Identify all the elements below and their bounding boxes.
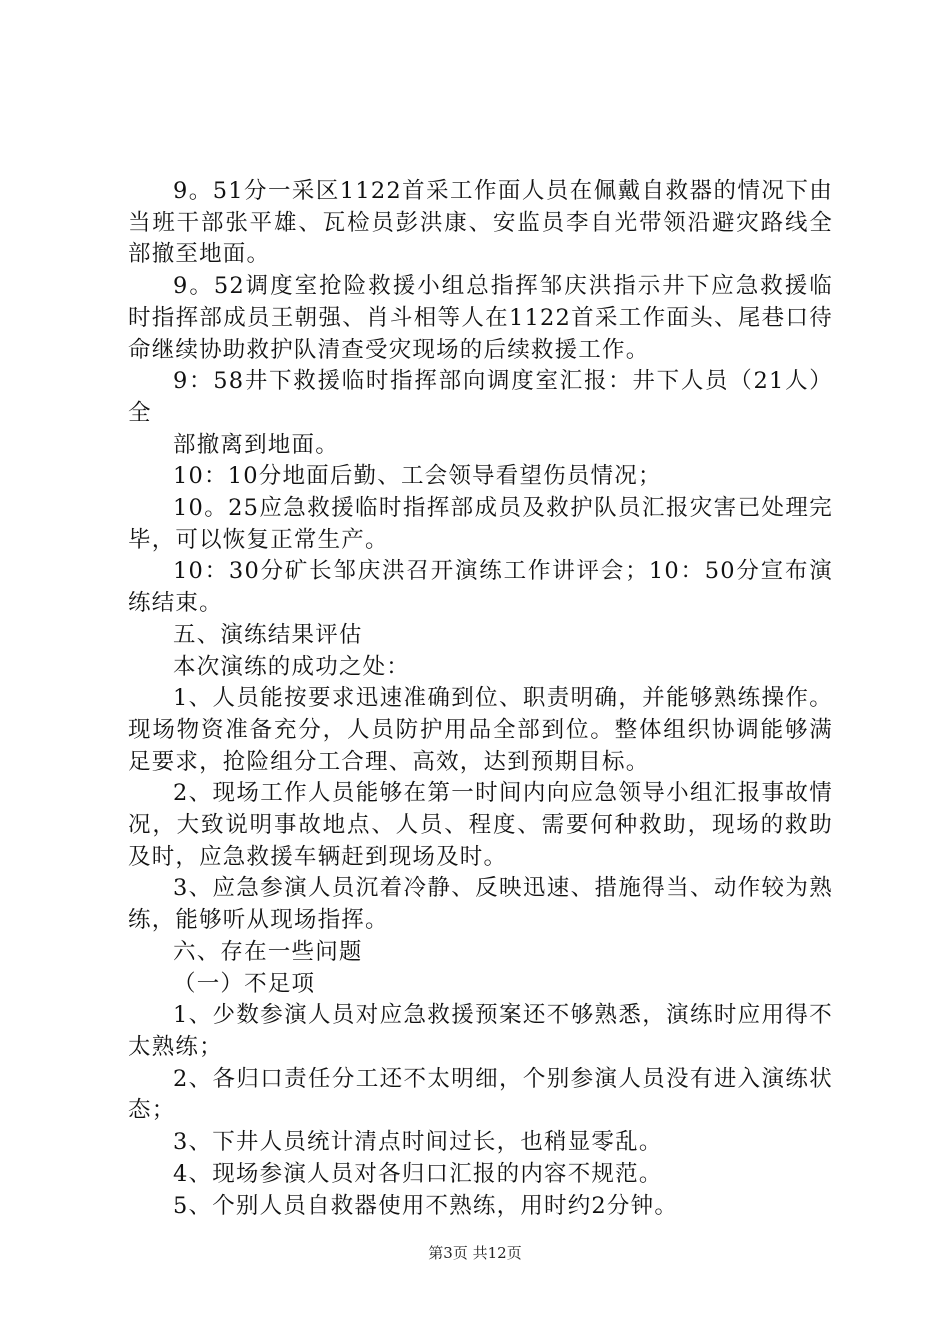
paragraph-dispatch-0952: 9。52调度室抢险救援小组总指挥邹庆洪指示井下应急救援临时指挥部成员王朝强、肖斗相等人在1122首采工作面头、尾巷口待命继续协助救护队清查受灾现场的后续救援工作。 <box>128 273 833 363</box>
paragraph-successes-intro: 本次演练的成功之处： <box>173 653 411 680</box>
paragraph-logistics-1010: 10：10分地面后勤、工会领导看望伤员情况； <box>173 463 662 490</box>
subsection-heading-shortcomings: （一）不足项 <box>173 970 316 997</box>
list-item-success-3: 3、应急参演人员沉着冷静、反映迅速、措施得当、动作较为熟练，能够听从现场指挥。 <box>128 875 833 934</box>
list-item-problem-3: 3、下井人员统计清点时间过长，也稍显零乱。 <box>173 1129 663 1156</box>
list-item-success-2: 2、现场工作人员能够在第一时间内向应急领导小组汇报事故情况，大致说明事故地点、人员、程度、需要何种救助，现场的救助及时，应急救援车辆赶到现场及时。 <box>128 780 833 870</box>
paragraph-report-0958-continued: 部撤离到地面。 <box>173 431 339 458</box>
list-item-problem-5: 5、个别人员自救器使用不熟练，用时约2分钟。 <box>173 1192 679 1219</box>
paragraph-review-1030: 10：30分矿长邹庆洪召开演练工作讲评会；10：50分宣布演练结束。 <box>128 558 833 617</box>
list-item-success-1: 1、人员能按要求迅速准确到位、职责明确，并能够熟练操作。现场物资准备充分，人员防护用品全部到位。整体组织协调能够满足要求，抢险组分工合理、高效，达到预期目标。 <box>128 685 833 775</box>
paragraph-cleared-1025: 10。25应急救援临时指挥部成员及救护队员汇报灾害已处理完毕，可以恢复正常生产。 <box>128 495 833 553</box>
section-heading-problems: 六、存在一些问题 <box>173 938 363 965</box>
paragraph-evacuation-0951: 9。51分一采区1122首采工作面人员在佩戴自救器的情况下由当班干部张平雄、瓦检员彭洪康、安监员李自光带领沿避灾路线全部撤至地面。 <box>128 178 833 268</box>
list-item-problem-4: 4、现场参演人员对各归口汇报的内容不规范。 <box>173 1160 663 1187</box>
list-item-problem-2: 2、各归口责任分工还不太明细，个别参演人员没有进入演练状态； <box>128 1065 833 1124</box>
list-item-problem-1: 1、少数参演人员对应急救援预案还不够熟悉，演练时应用得不太熟练； <box>128 1002 833 1060</box>
section-heading-evaluation: 五、演练结果评估 <box>173 621 363 648</box>
paragraph-report-0958: 9：58井下救援临时指挥部向调度室汇报：井下人员（21人）全 <box>128 368 833 426</box>
page-number-label: 第3页 共12页 <box>428 1244 522 1262</box>
document-body <box>128 176 833 1222</box>
page-footer <box>0 1243 950 1263</box>
